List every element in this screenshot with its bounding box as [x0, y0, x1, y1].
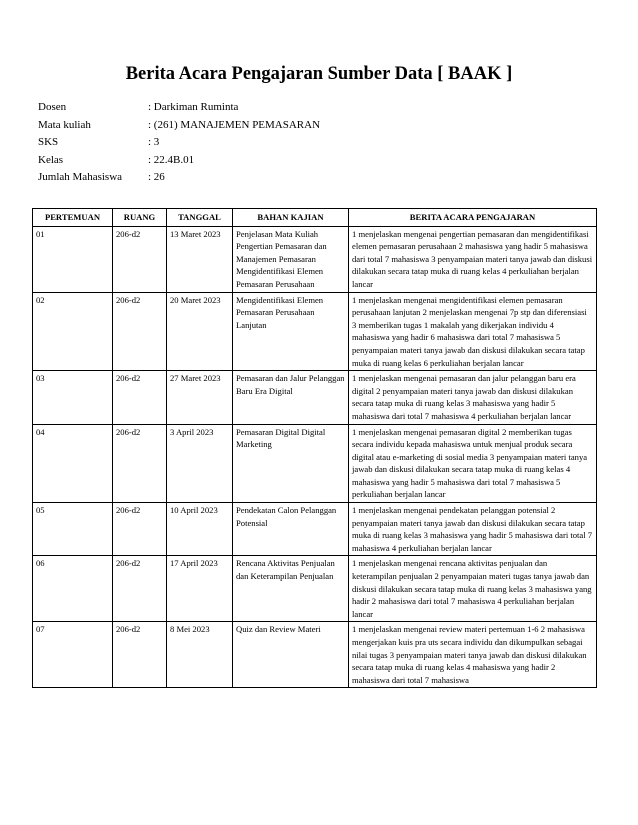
- cell-pertemuan: 03: [33, 371, 113, 424]
- info-row-mata-kuliah: [38, 117, 320, 135]
- cell-bahan-kajian: Mengidentifikasi Elemen Pemasaran Perusahaan Lanjutan: [233, 292, 349, 371]
- cell-ruang: 206-d2: [113, 292, 167, 371]
- cell-ruang: 206-d2: [113, 226, 167, 292]
- cell-ruang: 206-d2: [113, 622, 167, 688]
- cell-bahan-kajian: Penjelasan Mata Kuliah Pengertian Pemasaran dan Manajemen Pemasaran Mengidentifikasi Elemen Pemasaran Perusahaan: [233, 226, 349, 292]
- table-header-row: [33, 209, 597, 227]
- cell-tanggal: 8 Mei 2023: [167, 622, 233, 688]
- cell-bahan-kajian: Pemasaran dan Jalur Pelanggan Baru Era Digital: [233, 371, 349, 424]
- cell-pertemuan: 02: [33, 292, 113, 371]
- cell-tanggal: 10 April 2023: [167, 503, 233, 556]
- cell-pertemuan: 06: [33, 556, 113, 622]
- course-info: [38, 99, 320, 187]
- cell-berita-acara: 1 menjelaskan mengenai pengertian pemasaran dan mengidentifikasi elemen pemasaran perusahaan 2 mahasiswa yang hadir 5 mahasiswa dari total 7 mahasiswa 3 penyampaian materi tanya jawab dan diskusi dilakukan secara tatap muka di ruang kelas 4 perkuliahan berjalan lancar: [349, 226, 597, 292]
- header-berita-acara: BERITA ACARA PENGAJARAN: [349, 209, 597, 227]
- page-title: Berita Acara Pengajaran Sumber Data [ BAAK ]: [125, 64, 513, 84]
- cell-ruang: 206-d2: [113, 556, 167, 622]
- cell-tanggal: 17 April 2023: [167, 556, 233, 622]
- cell-tanggal: 13 Maret 2023: [167, 226, 233, 292]
- cell-pertemuan: 01: [33, 226, 113, 292]
- info-label: SKS: [38, 136, 59, 149]
- info-label: Dosen: [38, 101, 67, 113]
- cell-pertemuan: 04: [33, 424, 113, 503]
- cell-bahan-kajian: Rencana Aktivitas Penjualan dan Keterampilan Penjualan: [233, 556, 349, 622]
- header-ruang: RUANG: [113, 209, 167, 227]
- cell-berita-acara: 1 menjelaskan mengenai pemasaran dan jalur pelanggan baru era digital 2 penyampaian materi tanya jawab dan diskusi dilakukan secara tatap muka di ruang kelas 3 mahasiswa yang hadir 5 mahasiswa dari total 7 mahasiswa 4 perkuliahan berjalan lancar: [349, 371, 597, 424]
- header-pertemuan: PERTEMUAN: [33, 209, 113, 227]
- cell-ruang: 206-d2: [113, 503, 167, 556]
- cell-berita-acara: 1 menjelaskan mengenai review materi pertemuan 1-6 2 mahasiswa mengerjakan kuis pra uts secara individu dan dikumpulkan sebagai nilai tugas 3 penyampaian materi tanya jawab dan diskusi dilakukan secara tatap muka di ruang kelas 4 mahasiswa yang hadir 2 mahasiswa dari total 7 mahasiswa: [349, 622, 597, 688]
- cell-bahan-kajian: Pendekatan Calon Pelanggan Potensial: [233, 503, 349, 556]
- table-row: [33, 503, 597, 556]
- table-row: [33, 226, 597, 292]
- header-tanggal: TANGGAL: [167, 209, 233, 227]
- info-value: : Darkiman Ruminta: [148, 101, 239, 113]
- cell-pertemuan: 07: [33, 622, 113, 688]
- cell-pertemuan: 05: [33, 503, 113, 556]
- cell-berita-acara: 1 menjelaskan mengenai pendekatan pelanggan potensial 2 penyampaian materi tanya jawab dan diskusi dilakukan secara tatap muka di ruang kelas 3 mahasiswa yang hadir 5 mahasiswa dari total 7 mahasiswa 4 perkuliahan berjalan lancar: [349, 503, 597, 556]
- cell-berita-acara: 1 menjelaskan mengenai rencana aktivitas penjualan dan keterampilan penjualan 2 penyampaian materi tugas tanya jawab dan diskusi dilakukan secara tatap muka di ruang kelas 3 mahasiswa yang hadir 2 mahasiswa dari total 7 mahasiswa 4 perkuliahan berjalan lancar: [349, 556, 597, 622]
- table-row: [33, 424, 597, 503]
- table-row: [33, 292, 597, 371]
- info-row-jumlah-mahasiswa: [38, 169, 320, 187]
- table-row: [33, 556, 597, 622]
- teaching-report-table: [32, 208, 597, 688]
- cell-ruang: 206-d2: [113, 371, 167, 424]
- info-value: : 26: [148, 171, 165, 184]
- info-row-sks: [38, 134, 320, 152]
- info-value: : 3: [148, 136, 160, 149]
- cell-berita-acara: 1 menjelaskan mengenai pemasaran digital 2 memberikan tugas secara individu kepada mahasiswa untuk menjual produk secara digital atau e-marketing di sosial media 3 penyampaian materi tanya jawab dan diskusi dilakukan secara tatap muka di ruang kelas 4 mahasiswa yang hadir 5 mahasiswa dari total 7 mahasiswa 5 perkuliahan berjalan lancar: [349, 424, 597, 503]
- cell-tanggal: 20 Maret 2023: [167, 292, 233, 371]
- table-row: [33, 622, 597, 688]
- cell-ruang: 206-d2: [113, 424, 167, 503]
- cell-berita-acara: 1 menjelaskan mengenai mengidentifikasi elemen pemasaran perusahaan lanjutan 2 menjelaskan mengenai 7p stp dan diferensiasi 3 memberikan tugas 1 makalah yang dikerjakan individu 4 mahasiswa yang hadir 6 mahasiswa dari total 7 mahasiswa 5 penyampaian materi tanya jawab dan diskusi dilakukan secara tatap muka di ruang kelas 6 perkuliahan berjalan lancar: [349, 292, 597, 371]
- cell-bahan-kajian: Quiz dan Review Materi: [233, 622, 349, 688]
- header-bahan-kajian: BAHAN KAJIAN: [233, 209, 349, 227]
- info-value: : 22.4B.01: [148, 153, 195, 166]
- cell-bahan-kajian: Pemasaran Digital Digital Marketing: [233, 424, 349, 503]
- info-label: Mata kuliah: [38, 118, 91, 131]
- cell-tanggal: 27 Maret 2023: [167, 371, 233, 424]
- cell-tanggal: 3 April 2023: [167, 424, 233, 503]
- info-row-kelas: [38, 152, 320, 170]
- info-label: Jumlah Mahasiswa: [38, 171, 123, 184]
- table-row: [33, 371, 597, 424]
- info-row-dosen: [38, 99, 320, 117]
- info-value: : (261) MANAJEMEN PEMASARAN: [148, 118, 321, 131]
- info-label: Kelas: [38, 153, 64, 166]
